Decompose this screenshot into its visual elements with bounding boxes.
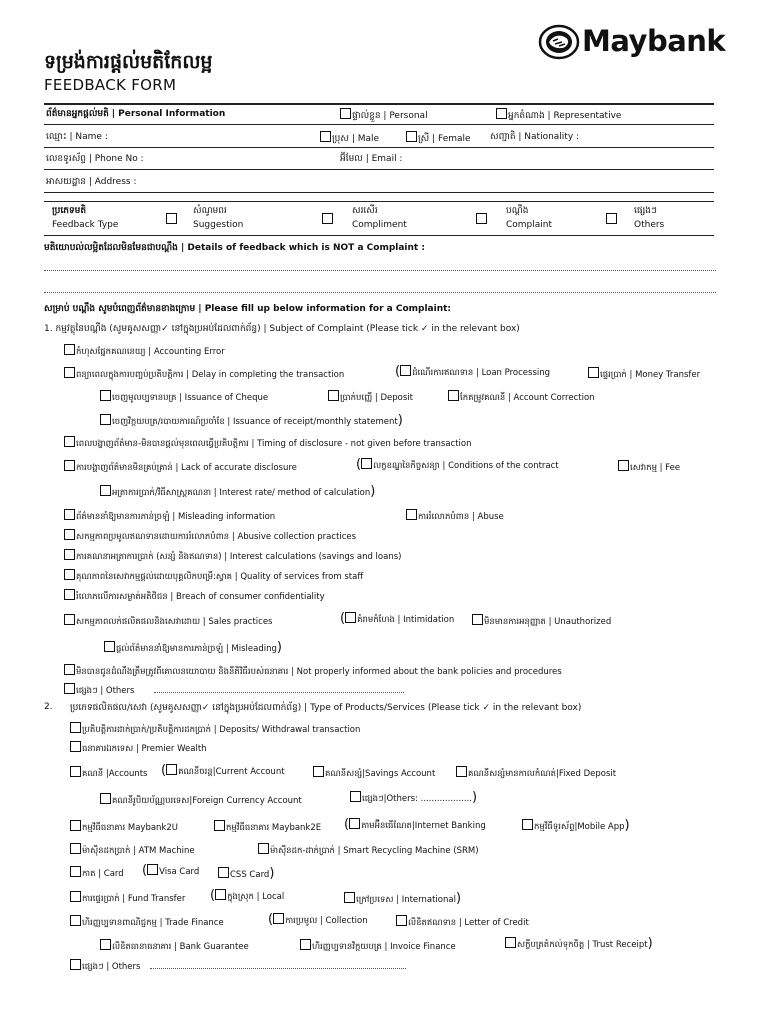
- checkbox[interactable]: [496, 108, 507, 119]
- checkbox[interactable]: [70, 766, 81, 777]
- label: លក្ខខណ្ឌនៃកិច្ចសន្យា | Conditions of the contract: [373, 461, 559, 471]
- form-title-km: ទម្រង់ការផ្តល់មតិកែលម្អ: [44, 51, 213, 73]
- checkbox[interactable]: [100, 939, 111, 950]
- checkbox[interactable]: [258, 843, 269, 854]
- checkbox[interactable]: [406, 509, 417, 520]
- personal-heading-km: ព័ត៌មានអ្នកផ្តល់មតិ: [46, 109, 109, 119]
- label: សេវាកម្ម | Fee: [630, 463, 681, 473]
- divider: [44, 169, 714, 170]
- loan-option[interactable]: ( ដំណើរការឥណទាន | Loan Processing: [395, 364, 551, 379]
- email-field[interactable]: អ៊ីមែល | Email :: [340, 154, 403, 164]
- checkbox[interactable]: [64, 683, 75, 694]
- label: ផ្ទេរប្រាក់ | Money Transfer: [600, 370, 701, 380]
- receipt-option[interactable]: ចេញវិក្កយបត្រ/របាយការណ៍ប្រចាំខែ | Issuance of receipt/monthly statement): [100, 413, 403, 429]
- personal-heading: [46, 108, 225, 121]
- not-informed-option[interactable]: [64, 664, 562, 679]
- representative-option[interactable]: [496, 108, 621, 123]
- fund-transfer-option[interactable]: [70, 891, 185, 906]
- checkbox[interactable]: [64, 509, 75, 520]
- details-input-line[interactable]: [44, 270, 716, 271]
- label: ក្នុងស្រុក | Local: [227, 892, 285, 902]
- checkbox[interactable]: [100, 390, 111, 401]
- checkbox[interactable]: [522, 819, 533, 830]
- checkbox[interactable]: [345, 612, 356, 623]
- compliment-en: Compliment: [352, 220, 407, 230]
- label: ម៉ាស៊ីនដក-ដាក់ប្រាក់ | Smart Recycling Machine (SRM): [270, 846, 479, 856]
- tiger-logo-icon: [538, 24, 580, 60]
- label: ផ្សេងៗ | Others: [82, 962, 141, 972]
- label: ការរំលោភបំពាន | Abuse: [418, 512, 504, 522]
- others-km: ផ្សេងៗ: [634, 206, 657, 216]
- compliment-checkbox[interactable]: [322, 213, 333, 224]
- label: សកម្មភាពលក់ផលិតផលនិងសេវាដោយ | Sales practices: [76, 617, 273, 627]
- cheque-option[interactable]: [100, 390, 268, 405]
- checkbox[interactable]: [64, 589, 75, 600]
- checkbox[interactable]: [505, 937, 516, 948]
- checkbox[interactable]: [64, 460, 75, 471]
- checkbox[interactable]: [349, 818, 360, 829]
- label: ពេលបង្ហាញព័ត៌មាន-មិនបានផ្តល់មុនពេលធ្វើប្រតិបត្តិការ | Timing of disclosure - not given before transaction: [76, 439, 472, 449]
- details-label: មតិយោបល់លម្អិតដែលមិនមែនជាបណ្តឹង | Details of feedback which is NOT a Complaint :: [44, 243, 425, 253]
- checkbox[interactable]: [64, 529, 75, 540]
- quality-option[interactable]: [64, 569, 363, 584]
- label: គណនីរូបិយប័ណ្ណបរទេស|Foreign Currency Account: [112, 796, 302, 806]
- others1-input-line[interactable]: [154, 692, 404, 693]
- label: ការបង្ហាញព័ត៌មានមិនគ្រប់គ្រាន់ | Lack of accurate disclosure: [76, 463, 297, 473]
- divider: [44, 192, 714, 193]
- form-title-en: FEEDBACK FORM: [44, 76, 177, 94]
- label: កាត | Card: [82, 869, 124, 879]
- checkbox[interactable]: [70, 915, 81, 926]
- feedback-type-en: Feedback Type: [52, 220, 119, 230]
- checkbox[interactable]: [64, 367, 75, 378]
- checkbox[interactable]: [104, 641, 115, 652]
- mobile-app-option[interactable]: កម្មវិធីទូរស័ព្ទ|Mobile App): [522, 818, 630, 834]
- fca-option[interactable]: [100, 793, 302, 808]
- timing-option[interactable]: [64, 436, 472, 451]
- srm-option[interactable]: [258, 843, 479, 858]
- representative-label: អ្នកតំណាង | Representative: [508, 111, 622, 121]
- label: ម៉ាស៊ីនដកប្រាក់ | ATM Machine: [82, 846, 195, 856]
- checkbox[interactable]: [448, 390, 459, 401]
- invoice-finance-option[interactable]: [300, 939, 456, 954]
- maybank-logo: [538, 24, 580, 64]
- label: Visa Card: [159, 867, 200, 877]
- card-option[interactable]: [70, 866, 124, 881]
- label: កែតម្រូវគណនី | Account Correction: [460, 393, 595, 403]
- checkbox[interactable]: [218, 867, 229, 878]
- male-label: ប្រុស | Male: [332, 134, 380, 144]
- accounts-option[interactable]: [70, 766, 147, 781]
- divider: [44, 201, 714, 202]
- feedback-type-km: ប្រភេទមតិ: [52, 206, 87, 216]
- fee-option[interactable]: [618, 460, 680, 475]
- label: ប្រតិបត្តិការដាក់ប្រាក់/ប្រតិបត្តិការដកប្រាក់ | Deposits/ Withdrawal transaction: [82, 725, 361, 735]
- checkbox[interactable]: [70, 866, 81, 877]
- label: គំរាមកំហែង | Intimidation: [357, 615, 455, 625]
- label: គុណភាពនៃសេវាកម្មផ្តល់ដោយបុគ្គលិកបម្រើ:ស្វាគ | Quality of services from staff: [76, 572, 364, 582]
- letter-of-credit-option[interactable]: [396, 915, 529, 930]
- checkbox[interactable]: [70, 959, 81, 970]
- money-transfer-option[interactable]: [588, 367, 700, 382]
- checkbox[interactable]: [64, 614, 75, 625]
- checkbox[interactable]: [320, 131, 331, 142]
- others-checkbox[interactable]: [606, 213, 617, 224]
- checkbox[interactable]: [340, 108, 351, 119]
- phone-field[interactable]: លេខទូរស័ព្ទ | Phone No :: [46, 154, 144, 164]
- divider: [44, 124, 714, 125]
- label: ផ្សេងៗ|Others: ...................: [362, 794, 472, 804]
- divider: [44, 147, 714, 148]
- misleading-option[interactable]: [64, 509, 275, 524]
- label: ពន្យាពេលក្នុងការបញ្ចប់ប្រតិបត្តិការ | Delay in completing the transaction: [76, 370, 345, 380]
- female-option[interactable]: [406, 131, 471, 146]
- complaint-checkbox[interactable]: [476, 213, 487, 224]
- others2-option[interactable]: [70, 959, 140, 974]
- label: ក្រៅប្រទេស | International: [356, 895, 456, 905]
- intimidation-option[interactable]: ( គំរាមកំហែង | Intimidation: [340, 611, 455, 626]
- address-field[interactable]: អាសយដ្ឋាន | Address :: [46, 177, 137, 187]
- checkbox[interactable]: [100, 793, 111, 804]
- others-account-option[interactable]: ផ្សេងៗ|Others: ...................): [350, 790, 477, 806]
- label: លិខិតធានាធនាគារ | Bank Guarantee: [112, 942, 249, 952]
- complaint-heading: សម្រាប់ បណ្តឹង សូមបំពេញព័ត៌មានខាងក្រោម | Please fill up below information for a Complaint:: [44, 304, 452, 314]
- delay-option[interactable]: [64, 367, 344, 382]
- trust-receipt-option[interactable]: សក្ខីបត្រតំកល់ទុកចិត្ត | Trust Receipt): [505, 936, 653, 952]
- m2e-option[interactable]: [214, 820, 321, 835]
- checkbox[interactable]: [147, 864, 158, 875]
- name-field[interactable]: ឈ្មោះ | Name :: [46, 132, 108, 142]
- checkbox[interactable]: [472, 614, 483, 625]
- local-option[interactable]: ( ក្នុងស្រុក | Local: [210, 888, 285, 903]
- label: ការគណនាអត្រាការប្រាក់ (សន្សំ និងឥណទាន) | Interest calculations (savings and loans): [76, 552, 402, 562]
- checkbox[interactable]: [588, 367, 599, 378]
- complaint-km: បណ្តឹង: [506, 206, 529, 216]
- checkbox[interactable]: [328, 390, 339, 401]
- label: ការផ្ទេរប្រាក់ | Fund Transfer: [82, 894, 186, 904]
- checkbox[interactable]: [350, 791, 361, 802]
- compliment-km: សរសើរ: [352, 206, 378, 216]
- deposits-withdrawal-option[interactable]: [70, 722, 360, 737]
- label: មិនមានការអនុញ្ញាត | Unauthorized: [484, 617, 612, 627]
- checkbox[interactable]: [70, 843, 81, 854]
- others1-option[interactable]: [64, 683, 134, 698]
- bank-guarantee-option[interactable]: [100, 939, 249, 954]
- label: ចេញវិក្កយបត្រ/របាយការណ៍ប្រចាំខែ | Issuance of receipt/monthly statement: [112, 417, 398, 427]
- label: ហិរញ្ញប្បទានពាណិជ្ជកម្ម | Trade Finance: [82, 918, 224, 928]
- label: រំលោភលើការសម្ងាត់អតិថិជន | Breach of consumer confidentiality: [76, 592, 325, 602]
- label: តាមអ៊ីនធើណែត|Internet Banking: [361, 821, 486, 831]
- fixed-deposit-option[interactable]: [456, 766, 616, 781]
- label: ការប្រមូល | Collection: [285, 916, 368, 926]
- savings-account-option[interactable]: [313, 766, 435, 781]
- lack-disclosure-option[interactable]: [64, 460, 297, 475]
- international-option[interactable]: ក្រៅប្រទេស | International): [344, 891, 461, 907]
- label: ធនាគារឯកទេស | Premier Wealth: [82, 744, 207, 754]
- suggestion-km: សំណូមពរ: [193, 206, 227, 216]
- trade-finance-option[interactable]: [70, 915, 224, 930]
- label: ប្រាក់បញ្ញើ | Deposit: [340, 393, 413, 403]
- brand-name: Maybank: [582, 24, 726, 58]
- suggestion-checkbox[interactable]: [166, 213, 177, 224]
- complaint-en: Complaint: [506, 220, 553, 230]
- checkbox[interactable]: [64, 344, 75, 355]
- label: សក្ខីបត្រតំកល់ទុកចិត្ត | Trust Receipt: [517, 940, 648, 950]
- male-option[interactable]: [320, 131, 379, 146]
- label: គណនី |Accounts: [82, 769, 148, 779]
- internet-banking-option[interactable]: ( តាមអ៊ីនធើណែត|Internet Banking: [344, 817, 486, 832]
- label: ហិរញ្ញប្បទានវិក្កយបត្រ | Invoice Finance: [312, 942, 456, 952]
- divider: [44, 103, 714, 105]
- m2u-option[interactable]: [70, 820, 178, 835]
- checkbox[interactable]: [618, 460, 629, 471]
- label: ដំណើរការឥណទាន | Loan Processing: [412, 368, 551, 378]
- personal-heading-en: | Personal Information: [111, 109, 226, 119]
- others-en: Others: [634, 220, 665, 230]
- collection-option[interactable]: ( ការប្រមូល | Collection: [268, 912, 368, 927]
- checkbox[interactable]: [70, 741, 81, 752]
- css-option[interactable]: CSS Card): [218, 866, 274, 881]
- checkbox[interactable]: [214, 820, 225, 831]
- checkbox[interactable]: [166, 764, 177, 775]
- abusive-option[interactable]: [64, 529, 356, 544]
- checkbox[interactable]: [344, 892, 355, 903]
- misleading2-option[interactable]: ផ្តល់ព័ត៌មាននាំឱ្យមានការភាន់ច្រឡំ | Misleading): [104, 640, 282, 656]
- accounting-error-option[interactable]: [64, 344, 225, 359]
- label: គណនីសន្សំ|Savings Account: [325, 769, 436, 779]
- checkbox[interactable]: [400, 365, 411, 376]
- label: អត្រាការប្រាក់/វិធីសាស្រ្តគណនា | Interest rate/ method of calculation: [112, 488, 371, 498]
- label: ព័ត៌មាននាំឱ្យមានការភាន់ច្រឡំ | Misleading information: [76, 512, 276, 522]
- checkbox[interactable]: [396, 915, 407, 926]
- question-2-number: 2.: [44, 702, 53, 712]
- question-2: ប្រភេទផលិតផល/សេវា (សូមគូសសញ្ញា✓ នៅក្នុងប្រអប់ដែលពាក់ព័ន្ធ) | Type of Products/Services (Please tick ✓ in the relevant box): [70, 703, 582, 713]
- label: CSS Card: [230, 870, 270, 880]
- label: កម្មវិធីធនាគារ Maybank2E: [226, 823, 322, 833]
- checkbox[interactable]: [70, 891, 81, 902]
- label: គណនីចរន្ត|Current Account: [178, 767, 285, 777]
- checkbox[interactable]: [313, 766, 324, 777]
- personal-label: ផ្ទាល់ខ្លួន | Personal: [352, 111, 428, 121]
- question-1: 1. កម្មវត្ថុនៃបណ្តឹង (សូមគូសសញ្ញា✓ នៅក្នុងប្រអប់ដែលពាក់ព័ន្ធ) | Subject of Complaint (Please tick ✓ in the relevant box): [44, 324, 520, 334]
- checkbox[interactable]: [273, 913, 284, 924]
- checkbox[interactable]: [70, 722, 81, 733]
- visa-option[interactable]: ( Visa Card: [142, 863, 200, 878]
- unauthorized-option[interactable]: [472, 614, 611, 629]
- female-label: ស្រី | Female: [418, 134, 471, 144]
- checkbox[interactable]: [70, 820, 81, 831]
- atm-option[interactable]: [70, 843, 195, 858]
- label: ផ្តល់ព័ត៌មាននាំឱ្យមានការភាន់ច្រឡំ | Misleading: [116, 644, 277, 654]
- checkbox[interactable]: [361, 458, 372, 469]
- label: លិខិតឥណទាន | Letter of Credit: [408, 918, 529, 928]
- label: សកម្មភាពប្រមូលឥណទានដោយការរំលោភបំពាន | Abusive collection practices: [76, 532, 357, 542]
- checkbox[interactable]: [100, 485, 111, 496]
- abuse-option[interactable]: [406, 509, 504, 524]
- divider: [44, 235, 714, 236]
- checkbox[interactable]: [100, 414, 111, 425]
- account-correction-option[interactable]: [448, 390, 595, 405]
- nationality-field[interactable]: សញ្ជាតិ | Nationality :: [490, 132, 580, 142]
- label: ផ្សេងៗ | Others: [76, 686, 135, 696]
- personal-option[interactable]: [340, 108, 428, 123]
- details-input-line[interactable]: [44, 292, 716, 293]
- label: កម្មវិធីធនាគារ Maybank2U: [82, 823, 178, 833]
- label: មិនបានជូនដំណឹងត្រឹមត្រូវពីគោលនយោបាយ និងនីតិវិធីរបស់ធនាគារ | Not properly informed about the bank policies and procedures: [76, 667, 562, 677]
- checkbox[interactable]: [215, 889, 226, 900]
- conditions-option[interactable]: ( លក្ខខណ្ឌនៃកិច្ចសន្យា | Conditions of the contract: [356, 457, 559, 472]
- checkbox[interactable]: [456, 766, 467, 777]
- others2-input-line[interactable]: [150, 968, 406, 969]
- suggestion-en: Suggestion: [193, 220, 244, 230]
- label: កំហុសផ្នែកគណនេយ្យ | Accounting Error: [76, 347, 225, 357]
- checkbox[interactable]: [406, 131, 417, 142]
- deposit-option[interactable]: [328, 390, 413, 405]
- checkbox[interactable]: [64, 664, 75, 675]
- premier-option[interactable]: [70, 741, 207, 756]
- checkbox[interactable]: [64, 436, 75, 447]
- checkbox[interactable]: [300, 939, 311, 950]
- interest-calc-option[interactable]: [64, 549, 401, 564]
- label: គណនីសន្សំមានកាលកំណត់|Fixed Deposit: [468, 769, 617, 779]
- breach-option[interactable]: [64, 589, 325, 604]
- checkbox[interactable]: [64, 549, 75, 560]
- current-account-option[interactable]: ( គណនីចរន្ត|Current Account: [161, 763, 285, 778]
- sales-option[interactable]: [64, 614, 273, 629]
- checkbox[interactable]: [64, 569, 75, 580]
- label: កម្មវិធីទូរស័ព្ទ|Mobile App: [534, 822, 625, 832]
- interest-rate-option[interactable]: អត្រាការប្រាក់/វិធីសាស្រ្តគណនា | Interest rate/ method of calculation): [100, 484, 375, 500]
- label: ចេញមូលប្បទានបត្រ | Issuance of Cheque: [112, 393, 269, 403]
